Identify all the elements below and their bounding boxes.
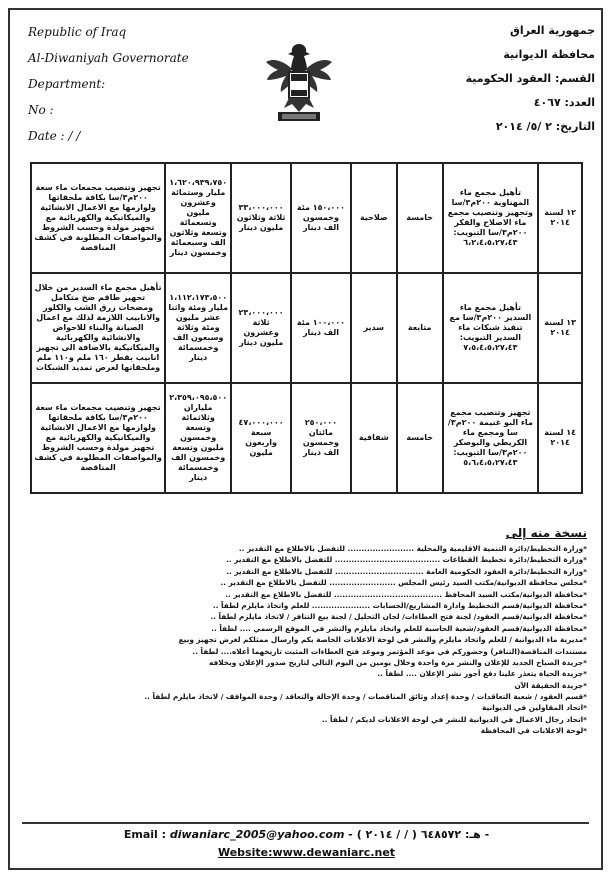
recipient-line: *اتحاد رجال الاعمال في الديوانية للنشر في لوحة الاعلانات لديكم / لطفاً .. bbox=[321, 714, 587, 724]
cell-fee: ١٠٠،٠٠٠ مئة الف دينار bbox=[291, 273, 351, 383]
recipient-line: *محافظة الديوانية/مكتب السيد المحافظ ....................................... للتفضل بالاطلاع مع التقدير .. bbox=[225, 589, 587, 599]
recipient-line: *اتحاد المقاولين في الديوانية bbox=[482, 703, 587, 713]
recipient-line: *وزارة التخطيط/دائرة التنمية الاقليمية والمحلية ........................ للتفضل بالاطلاع مع التقدير .. bbox=[238, 544, 587, 553]
header-number: No : bbox=[28, 103, 54, 117]
cell-fee: ١٥٠،٠٠٠ مئة وخمسون الف دينار bbox=[291, 163, 351, 273]
recipient-line: *محافظة الديوانية/قسم العقود/شعبة الحاسبة للعلم واتخاذ مايلزم والنشر في الموقع الرسمي .... لطفاً .. bbox=[211, 623, 587, 633]
footer-phone: هـ: ٦٤٨٥٧٢ - bbox=[420, 828, 490, 841]
footer-email-label: Email : bbox=[123, 828, 167, 841]
recipient-line: *وزارة التخطيط/دائرة العقود الحكومية العامة ................................ للتفضل بالاطلاع مع التقدير .. bbox=[226, 566, 587, 576]
cell-field: سدير bbox=[351, 273, 397, 383]
recipient-line: *مجلس محافظة الديوانية/مكتب السيد رئيس المجلس ........................ للتفضل بالاطلاع مع التقدير .. bbox=[220, 578, 587, 588]
cell-guarantee: ٤٧،٠٠٠،٠٠٠ سبعة واربعون مليون bbox=[231, 383, 291, 493]
cell-cost: ١،٦٢٠،٩٣٩،٧٥٠ مليار وستمائة وعشرون مليون وتسعمائة وتسعة وثلاثون الف وسبعمائة وخمسون دينار bbox=[165, 163, 231, 273]
header-department-ar: القسم: العقود الحكومية bbox=[465, 72, 595, 85]
recipient-line: *جريدة الحقيقة الآن bbox=[514, 680, 587, 690]
cell-details: تأهيل مجمع ماء السدير من خلال تجهيز طاقم ضخ متكامل ومضخات زرق الشب والكلور والانابيب اللازمة لذلك مع اعمال الصيانة والبناء للاحواض والانشائية والكهربائية والميكانيكية بالاضافة الى تجهيز انابيب بقطر ١٦٠ ملم و١١٠ ملم وملحقاتها لغرض تمديد الشبكات bbox=[31, 273, 165, 383]
cell-project: تأهيل مجمع ماء السدير ٢٠٠م٣/سا مع تنفيذ شبكات ماء السدير التبويب: ٧،٥،٤،٥،٢٧،٤٣ bbox=[443, 273, 539, 383]
recipient-line: *قسم العقود / شعبة التعاقدات / وحدة إعداد وثائق المناقصات / وحدة الإحالة والتعاقد / وحدة المواقف / لاتخاذ مايلزم لطفاً .. bbox=[144, 692, 587, 702]
cell-field: شفافية bbox=[351, 383, 397, 493]
cell-project: تأهيل مجمع ماء المهناوية ٢٠٠م٣/سا وتجهيز وتنصيب مجمع ماء الاصلاح والفكر ٢٠٠م٣/سا التبويب: ٦،٢،٤،٥،٢٧،٤٣ bbox=[443, 163, 539, 273]
recipients-title: نسخة منه إلى bbox=[505, 526, 587, 540]
cell-cost: ١،١١٢،١٧٣،٥٠٠ مليار ومئة واثنا عشر مليون ومئة وثلاثة وسبعون الف وخمسمائة دينار bbox=[165, 273, 231, 383]
footer bbox=[0, 828, 613, 859]
header-department: Department: bbox=[28, 77, 106, 91]
table-row bbox=[31, 163, 582, 273]
header-date-ar: التاريخ: ٢ /٥/ ٢٠١٤ bbox=[495, 120, 595, 133]
cell-field: صلاحية bbox=[351, 163, 397, 273]
recipient-line: *محافظة الديوانية/قسم التخطيط وادارة المشاريع/الحسابات ..................... للعلم واتخاذ مايلزم لطفاً .. bbox=[212, 600, 587, 610]
table-row bbox=[31, 383, 582, 493]
copy-recipients bbox=[27, 526, 587, 738]
tenders-table bbox=[30, 162, 583, 494]
iraq-eagle-emblem-icon bbox=[264, 38, 334, 124]
recipient-line: *وزارة التخطيط/دائرة تخطيط القطاعات ...................................... للتفضل بالاطلاع مع التقدير .. bbox=[226, 555, 587, 565]
header-country-ar: جمهورية العراق bbox=[510, 24, 595, 37]
header-governorate-ar: محافظة الديوانية bbox=[503, 48, 595, 61]
header-country: Republic of Iraq bbox=[28, 25, 127, 39]
footer-email-link[interactable]: diwaniarc_2005@yahoo.com - bbox=[169, 828, 353, 841]
cell-no: ١٣ لسنة ٢٠١٤ bbox=[538, 273, 582, 383]
cell-no: ١٤ لسنة ٢٠١٤ bbox=[538, 383, 582, 493]
recipient-line: *مديرية ماء الديوانية / للعلم واتخاذ مايلزم والنشر في لوحة الاعلانات الخاصة بكم وارسال ممثلكم لغرض تجهيز وبيع bbox=[178, 635, 587, 645]
cell-grade: خامسة bbox=[397, 163, 443, 273]
header-english bbox=[28, 26, 218, 156]
cell-grade: خامسة bbox=[397, 383, 443, 493]
recipient-line: *جريدة الصباح الجديد للإعلان والنشر مرة واحدة وخلال يومين من اليوم التالي لتاريخ صدور الإعلان وبخلافه bbox=[209, 657, 587, 667]
cell-cost: ٢،٣٥٩،٠٩٥،٥٠٠ ملياران وثلاثمائة وتسعة وخمسون مليون وتسعة وخمسون الف وخمسمائة دينار bbox=[165, 383, 231, 493]
header-date: Date : / / bbox=[28, 129, 81, 143]
recipient-line: مستندات المناقصة(التنافر) وحضوركم في موعد المؤتمر وموعد فتح العطاءات المثبت تاريخهما أعلاه.... لطفاً .. bbox=[192, 646, 587, 656]
footer-website-link[interactable]: Website:www.dewaniarc.net bbox=[217, 846, 396, 859]
cell-fee: ٢٥٠،٠٠٠ مائتان وخمسون الف دينار bbox=[291, 383, 351, 493]
footer-divider bbox=[22, 822, 589, 824]
header-arabic bbox=[395, 24, 595, 144]
cell-grade: متابعة bbox=[397, 273, 443, 383]
table-row bbox=[31, 273, 582, 383]
cell-no: ١٢ لسنة ٢٠١٤ bbox=[538, 163, 582, 273]
cell-details: تجهيز وتنصيب مجمعات ماء سعة ٢٠٠م٣/سا بكافة ملحقاتها ولوازمها مع الاعمال الانشائية والميكانيكية والكهربائية مع تجهيز مولدة وحسب الشروط والمواصفات المطلوبة في كشف المناقصة bbox=[31, 163, 165, 273]
header-governorate: Al-Diwaniyah Governorate bbox=[28, 51, 189, 65]
recipient-line: *جريدة الحياة يتعذر علينا دفع أجور نشر الإعلان .... لطفاً .. bbox=[377, 669, 587, 679]
cell-details: تجهيز وتنصيب مجمعات ماء سعة ٢٠٠م٣/سا بكافة ملحقاتها ولوازمها مع الاعمال الانشائية والميكانيكية والكهربائية مع تجهيز مولدة وحسب الشروط والمواصفات المطلوبة في كشف المناقصة bbox=[31, 383, 165, 493]
recipient-line: *لوحة الاعلانات في المحافظة bbox=[480, 726, 587, 736]
cell-guarantee: ٣٣،٠٠٠،٠٠٠ ثلاثة وثلاثون مليون دينار bbox=[231, 163, 291, 273]
recipient-line: *محافظة الديوانية/قسم العقود/ لجنة فتح العطاءات/ لجان التحليل / لجنة بيع التنافر / لاتخاذ مايلزم لطفاً .. bbox=[210, 612, 587, 622]
cell-guarantee: ٢٣،٠٠٠،٠٠٠ ثلاثة وعشرون مليون دينار bbox=[231, 273, 291, 383]
header-number-ar: العدد: ٤٠٦٧ bbox=[533, 96, 595, 109]
footer-year: ( ٢٠١٤ / / ) bbox=[356, 828, 417, 841]
cell-project: تجهيز وتنصيب مجمع ماء البو غنيمة ٢٠٠م٣/سا ومجمع ماء الكريطي والبوصكر ٢٠٠م٣/سا التبويب: ٥،٦،٤،٥،٢٧،٤٣ bbox=[443, 383, 539, 493]
